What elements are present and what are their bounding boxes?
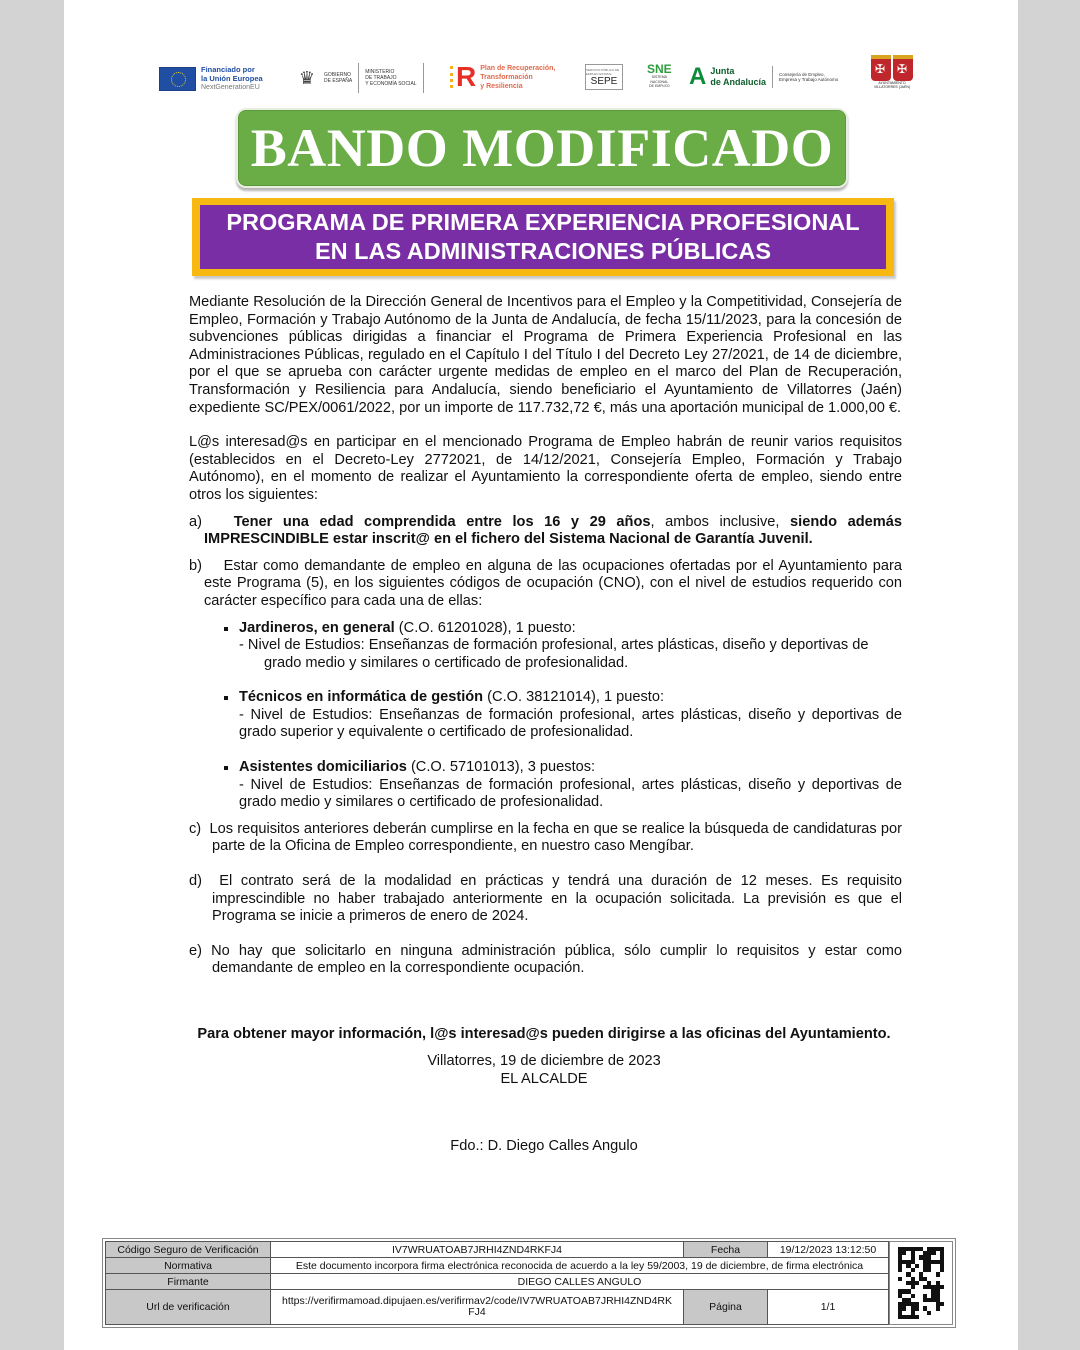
requirement-a-garantia: en el fichero del Sistema Nacional de Garantía Juvenil. [433,531,813,548]
prtr-line3: y Resiliencia [480,82,523,90]
ayuntamiento-logo [871,55,913,89]
fecha-label: Fecha [684,1242,768,1258]
gobierno-line1: GOBIERNO [324,72,351,78]
signature: Fdo.: D. Diego Calles Angulo [450,1138,638,1154]
info-note: Para obtener mayor información, l@s interesad@s pueden dirigirse a las oficinas del Ayuntamiento. [197,1026,891,1042]
spain-crest-icon: ♛ [298,67,316,88]
occupation-code: (C.O. 61201028), 1 puesto: [394,619,576,636]
verification-box [102,1238,956,1328]
eu-flag-icon [159,67,196,91]
pagina-label: Página [684,1290,768,1325]
fecha-value: 19/12/2023 13:12:50 [768,1242,889,1258]
ayuntamiento-caption2: VILLATORRES (JAÉN) [873,85,911,89]
sne-logo [647,63,672,89]
requirement-c-text: Los requisitos anteriores deberán cumplirse en la fecha en que se realice la búsqueda de candidaturas por parte de la Oficina de Empleo correspondiente, en nuestro caso Mengíbar. [209,820,902,855]
qr-code [889,1241,953,1325]
url-label: Url de verificación [106,1290,271,1325]
requirement-d-text: El contrato será de la modalidad en prácticas y tendrá una duración de 12 meses. Es requisito imprescindible no haber trabajado anteriormente en la ocupación solicitada. La previsión es que el Programa se inicie a primeros de enero de 2024. [212,873,902,925]
firmante-label: Firmante [106,1274,271,1290]
sepe-main: SEPE [590,76,618,87]
coat-of-arms-icon [871,55,891,81]
requirements-intro: L@s interesad@s en participar en el mencionado Programa de Empleo habrán de reunir varios requisitos (establecidos en el Decreto-Ley 2772021, de 14/12/2021, Consejería Empleo, Formación y Trabajo Autónomo), en el momento de realizar el Ayuntamiento la correspondiente oferta de empleo, siendo entre otros los siguientes: [189,434,902,503]
junta-line2: de Andalucía [710,77,767,87]
prtr-line1: Plan de Recuperación, [480,64,556,72]
requirement-a-imprescindible: siendo además IMPRESCINDIBLE [204,513,902,548]
junta-line1: Junta [710,66,735,76]
list-marker: e) [189,942,202,959]
occupation-name: Jardineros, en general [239,619,395,636]
bullet-icon [224,766,228,770]
sne-icon: SNE [647,62,672,76]
ayuntamiento-caption1: AYUNTAMIENTO [878,81,906,85]
prtr-r-icon: R [456,61,477,92]
consejeria-line1: Consejería de Empleo, [779,71,825,77]
document-body [189,294,902,978]
verification-table [105,1241,889,1325]
junta-logo [689,65,838,89]
url-value-line2[interactable]: FJ4 [468,1306,486,1318]
bullet-icon [224,696,228,700]
sne-line2: NACIONAL [650,79,669,84]
requirement-e-text: No hay que solicitarlo en ninguna administración pública, sólo cumplir lo requisitos y estar como demandante de empleo en la correspondiente ocupación. [211,942,902,977]
requirement-a [189,514,902,549]
eu-logo-line1: Financiado por [201,65,255,74]
occupation-name: Asistentes domiciliarios [239,759,407,776]
logo-divider [358,63,359,93]
sepe-logo [585,64,623,90]
requirement-b-text: Estar como demandante de empleo en alguna de las ocupaciones ofertadas por el Ayuntamiento para este Programa (5), en los siguientes códigos de ocupación (CNO), con el nivel de estudios requerido con carácter específico para cada una de ellas: [204,557,902,609]
occupation-nivel-cont: grado medio y similares o certificado de profesionalidad. [264,654,629,671]
list-marker: a) [189,513,202,530]
logos-header [159,55,939,103]
csv-value: IV7WRUATOAB7JRHI4ZND4RKFJ4 [271,1242,684,1258]
occupation-item [239,689,902,742]
eu-logo-line3: NextGenerationEU [201,84,260,91]
logo-divider [772,66,773,88]
consejeria-logo [779,72,838,83]
gobierno-logo [294,63,430,93]
place-date: Villatorres, 19 de diciembre de 2023 [427,1053,661,1069]
subtitle-line2: EN LAS ADMINISTRACIONES PÚBLICAS [314,238,772,264]
csv-label: Código Seguro de Verificación [106,1242,271,1258]
list-marker: d) [189,873,202,890]
occupation-item [239,620,902,673]
ministerio-line2: DE TRABAJO [365,75,397,81]
occupation-name: Técnicos en informática de gestión [239,689,484,706]
subtitle-line1: PROGRAMA DE PRIMERA EXPERIENCIA PROFESIONAL [226,209,860,235]
page-title: BANDO MODIFICADO [250,118,834,178]
consejeria-line2: Empresa y Trabajo Autónomo [779,77,839,82]
ministerio-logo [365,69,416,87]
normativa-label: Normativa [106,1258,271,1274]
requirement-a-age: Tener una edad comprendida entre los 16 y 29 años [233,513,651,530]
firmante-value: DIEGO CALLES ANGULO [271,1274,889,1290]
requirement-d [189,873,902,926]
occupations-list [239,620,902,812]
ministerio-line1: MINISTERIO [365,69,395,75]
sepe-top: SERVICIO PÚBLICO DE EMPLEO ESTATAL [586,68,620,76]
sne-line3: DE EMPLEO [649,84,670,88]
occupation-nivel: - Nivel de Estudios: Enseñanzas de formación profesional, artes plásticas, diseño y deportivas de grado superior y equivalente o certificado de profesionalidad. [239,706,902,741]
prtr-line2: Transformación [480,73,533,81]
qr-module [940,1315,944,1319]
eu-logo [159,65,263,92]
junta-a-icon: A [689,63,707,90]
bullet-icon [224,627,228,631]
qr-code-icon [898,1247,944,1319]
requirement-a-text2: estar inscrit@ [328,531,434,548]
gobierno-line2: DE ESPAÑA [324,78,353,84]
requirement-a-text: , ambos inclusive, [650,513,791,530]
url-value[interactable] [271,1290,684,1325]
requirement-e [189,943,902,978]
requirement-b [189,558,902,611]
eu-logo-line2: la Unión Europea [201,74,263,83]
normativa-value: Este documento incorpora firma electrónica reconocida de acuerdo a la ley 59/2003, 19 de diciembre, de firma electrónica [271,1258,889,1274]
list-marker: b) [189,557,202,574]
occupation-nivel: - Nivel de Estudios: Enseñanzas de formación profesional, artes plásticas, diseño y deportivas de grado medio y similares o certificado de profesionalidad. [239,776,902,811]
ministerio-line3: Y ECONOMÍA SOCIAL [365,81,417,87]
prtr-logo [456,63,555,91]
occupation-code: (C.O. 57101013), 3 puestos: [406,759,596,776]
list-marker: c) [189,820,202,837]
requirement-c [189,821,902,856]
subtitle-box [192,198,894,276]
document-page [64,0,1018,1350]
url-value-line1[interactable]: https://verifirmamoad.dipujaen.es/verifirmav2/code/IV7WRUATOAB7JRHI4ZND4RK [282,1295,672,1307]
logo-divider [423,63,424,93]
title-badge [236,108,848,188]
occupation-nivel: - Nivel de Estudios: Enseñanzas de formación profesional, artes plásticas, diseño y deportivas de [239,637,869,654]
signatory-role: EL ALCALDE [500,1071,588,1087]
intro-paragraph: Mediante Resolución de la Dirección General de Incentivos para el Empleo y la Competitividad, Consejería de Empleo, Formación y Trabajo Autónomo de la Junta de Andalucía, de fecha 15/11/2023, para la concesión de subvenciones públicas dirigidas a financiar el Programa de Primera Experiencia Profesional en las Administraciones Públicas, regulado en el Capítulo I del Título I del Decreto Ley 27/2021, de 14 de diciembre, por el que se aprueba con carácter urgente medidas de empleo en el marco del Plan de Recuperación, Transformación y Resiliencia para Andalucía, siendo beneficiario el Ayuntamiento de Villatorres (Jaén) expediente SC/PEX/0061/2022, por un importe de 117.732,72 €, más una aportación municipal de 1.000,00 €. [189,294,902,416]
occupation-code: (C.O. 38121014), 1 puesto: [483,689,665,706]
coat-of-arms-icon [893,55,913,81]
pagina-value: 1/1 [768,1290,889,1325]
occupation-item [239,759,902,812]
sne-line1: SISTEMA [651,75,668,79]
